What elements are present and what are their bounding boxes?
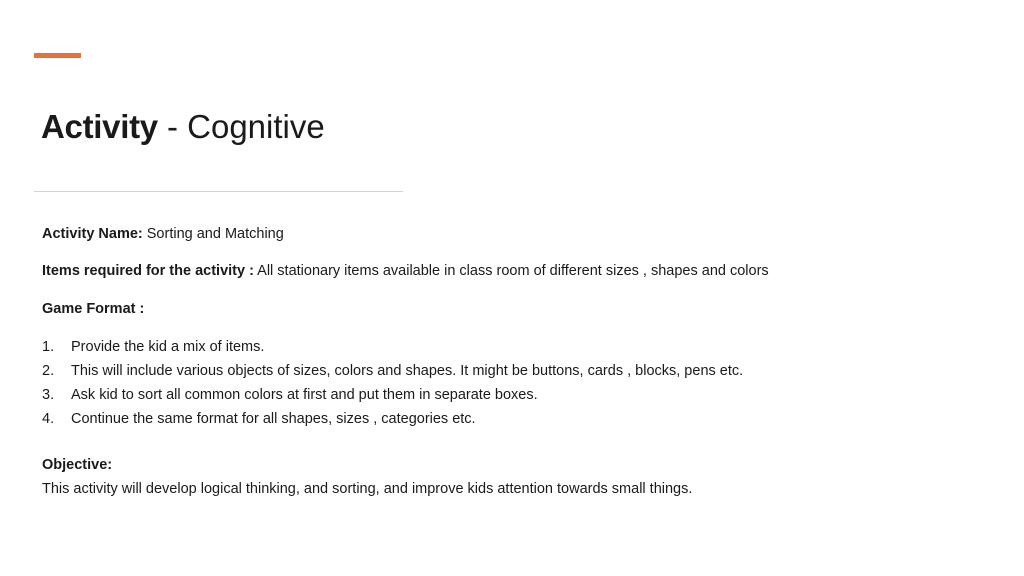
activity-name-value: Sorting and Matching: [142, 226, 284, 242]
step-number: 1.: [42, 339, 55, 355]
step-number: 3.: [42, 387, 55, 403]
title-accent-bar: [34, 53, 81, 58]
activity-name-row: [42, 224, 942, 244]
slide-title: [41, 106, 325, 148]
activity-name-label: Activity Name:: [42, 226, 143, 242]
list-item: [42, 409, 942, 433]
step-text: Continue the same format for all shapes, sizes , categories etc.: [71, 411, 476, 427]
list-item: [42, 337, 942, 361]
step-text: Ask kid to sort all common colors at first and put them in separate boxes.: [71, 387, 538, 403]
list-item: [42, 385, 942, 409]
step-number: 4.: [42, 411, 55, 427]
game-format-steps: [42, 337, 942, 433]
step-text: Provide the kid a mix of items.: [71, 339, 265, 355]
items-required-value: All stationary items available in class room of different sizes , shapes and colors: [253, 263, 769, 279]
step-text: This will include various objects of sizes, colors and shapes. It might be buttons, cards , blocks, pens etc.: [71, 363, 744, 379]
slide-title-strong: Activity: [41, 108, 158, 145]
items-required-row: [42, 261, 942, 281]
objective-label: Objective:: [42, 457, 113, 473]
title-divider: [34, 191, 403, 192]
items-required-label: Items required for the activity :: [42, 263, 254, 279]
objective-text: This activity will develop logical thinking, and sorting, and improve kids attention towards small things.: [42, 481, 693, 497]
list-item: [42, 361, 942, 385]
game-format-label: Game Format :: [42, 301, 145, 317]
step-number: 2.: [42, 363, 55, 379]
game-format-row: [42, 299, 942, 319]
slide-title-rest: - Cognitive: [157, 108, 325, 145]
slide-body: [42, 224, 942, 499]
